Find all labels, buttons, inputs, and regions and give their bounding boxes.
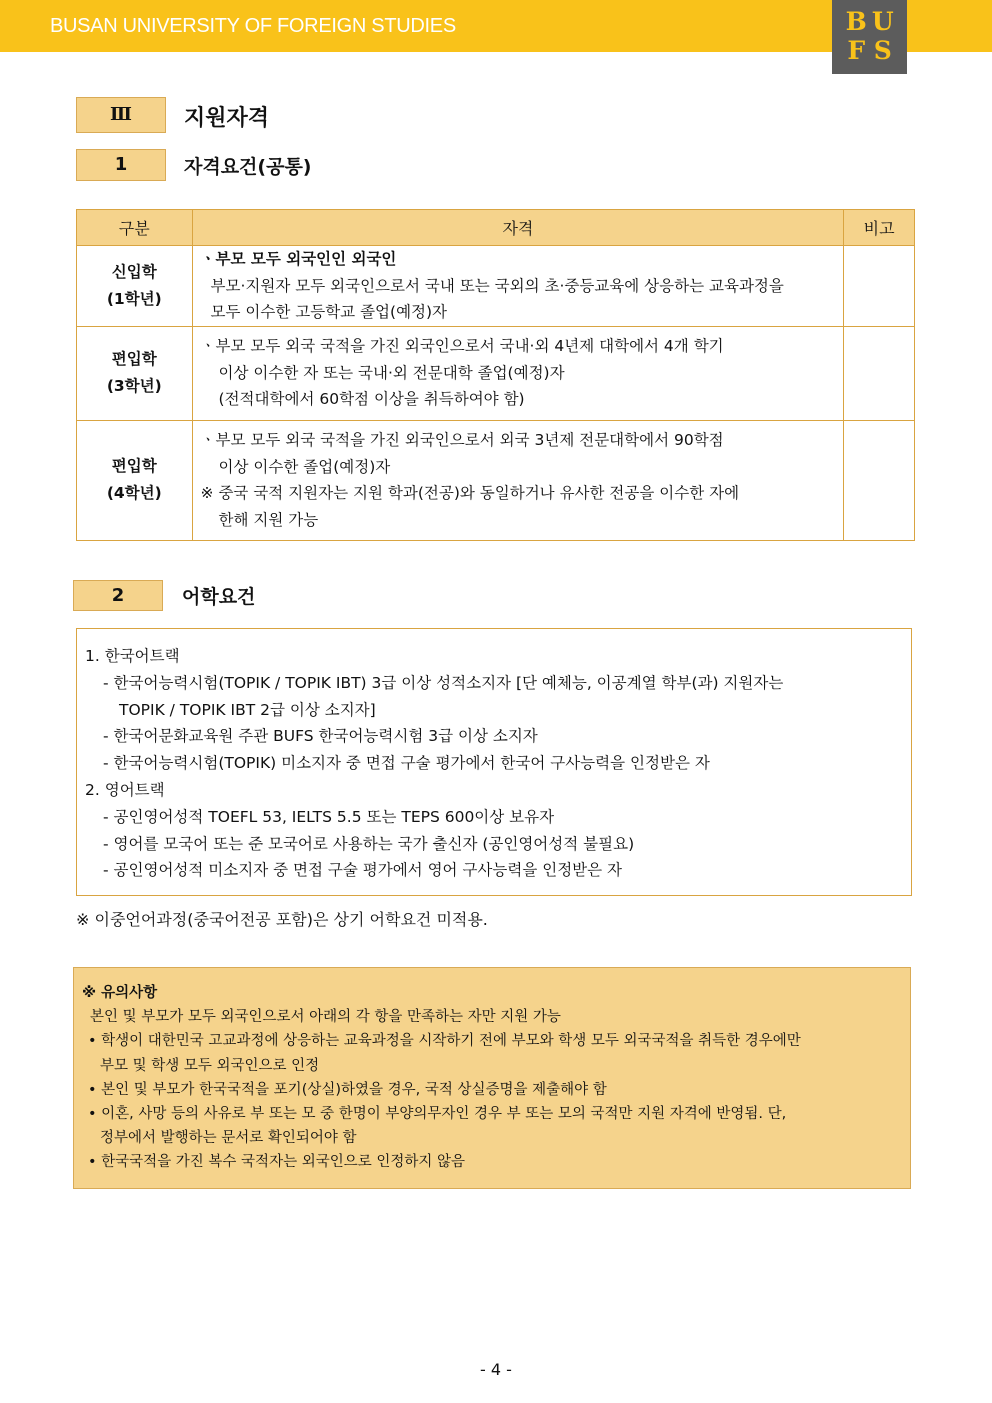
logo-letter: U — [871, 7, 894, 36]
notice-intro: 본인 및 부모가 모두 외국인으로서 아래의 각 항을 만족하는 자만 지원 가능 — [90, 1009, 561, 1026]
notice-item: • 본인 및 부모가 한국국적을 포기(상실)하였을 경우, 국적 상실증명을 제출해야 함 — [88, 1081, 607, 1098]
remarks-cell — [844, 246, 915, 327]
subsection-number-box: 1 — [76, 149, 166, 181]
category-grade: (4학년) — [106, 484, 162, 502]
requirement-item: - 영어를 모국어 또는 준 모국어로 사용하는 국가 출신자 (공인영어성적 불필요) — [103, 834, 635, 853]
qualification-line: ㆍ부모 모두 외국 국적을 가진 외국인으로서 국내·외 4년제 대학에서 4개 학기 — [200, 337, 724, 356]
requirement-item: - 한국어능력시험(TOPIK / TOPIK IBT) 3급 이상 성적소지자 [단 예체능, 이공계열 학부(과) 지원자는 — [103, 673, 784, 692]
qualification-cell — [192, 246, 844, 327]
notice-item-continued: 정부에서 발행하는 문서로 확인되어야 함 — [100, 1130, 357, 1147]
university-name: BUSAN UNIVERSITY OF FOREIGN STUDIES — [50, 15, 456, 37]
requirement-item-continued: TOPIK / TOPIK IBT 2급 이상 소지자] — [119, 700, 376, 719]
logo-letter: S — [873, 36, 892, 65]
category-cell — [77, 326, 193, 420]
table-row — [77, 326, 915, 420]
qualification-line: 부모·지원자 모두 외국인으로서 국내 또는 국외의 초·중등교육에 상응하는 교육과정을 — [210, 276, 784, 295]
track-heading: 1. 한국어트랙 — [85, 647, 180, 665]
notice-item-continued: 부모 및 학생 모두 외국인으로 인정 — [100, 1057, 320, 1074]
logo-letter: B — [845, 7, 867, 36]
language-footnote: ※ 이중언어과정(중국어전공 포함)은 상기 어학요건 미적용. — [76, 910, 488, 929]
subsection-title: 어학요건 — [182, 586, 256, 608]
notice-item: • 학생이 대한민국 고교과정에 상응하는 교육과정을 시작하기 전에 부모와 학생 모두 외국국적을 취득한 경우에만 — [88, 1033, 801, 1050]
table-row — [77, 420, 915, 540]
qualification-line: ※ 중국 국적 지원자는 지원 학과(전공)와 동일하거나 유사한 전공을 이수한 자에 — [200, 484, 740, 502]
requirement-item: - 한국어문화교육원 주관 BUFS 한국어능력시험 3급 이상 소지자 — [103, 727, 538, 746]
requirement-item: - 한국어능력시험(TOPIK) 미소지자 중 면접 구술 평가에서 한국어 구사능력을 인정받은 자 — [103, 754, 710, 773]
header-qualification: 자격 — [192, 210, 844, 246]
qualification-line: 이상 이수한 자 또는 국내·외 전문대학 졸업(예정)자 — [218, 363, 565, 382]
page-number: - 4 - — [480, 1360, 512, 1379]
category-label: 편입학 — [111, 457, 157, 475]
category-grade: (1학년) — [106, 289, 162, 308]
notice-item: • 이혼, 사망 등의 사유로 부 또는 모 중 한명이 부양의무자인 경우 부 또는 모의 국적만 지원 자격에 반영됨. 단, — [88, 1106, 787, 1123]
logo-letter: F — [847, 36, 866, 65]
table-row — [77, 246, 915, 327]
section-title: 지원자격 — [184, 106, 270, 131]
section-number-box: Ⅲ — [76, 97, 166, 133]
qualification-line: 한해 지원 가능 — [218, 510, 319, 529]
category-label: 신입학 — [111, 262, 157, 281]
qualification-line: ㆍ부모 모두 외국인인 외국인 — [200, 250, 397, 268]
notice-title: ※ 유의사항 — [82, 985, 158, 1001]
qualification-line: 이상 이수한 졸업(예정)자 — [218, 457, 391, 476]
qualification-cell — [192, 420, 844, 540]
table-header-row — [77, 210, 915, 246]
qualification-line: (전적대학에서 60학점 이상을 취득하여야 함) — [218, 390, 525, 409]
track-heading: 2. 영어트랙 — [85, 780, 165, 799]
subsection-number-box: 2 — [73, 580, 163, 611]
bufs-logo — [832, 0, 907, 74]
qualification-line: 모두 이수한 고등학교 졸업(예정)자 — [210, 303, 448, 321]
header-category: 구분 — [77, 210, 193, 246]
notice-box — [73, 967, 911, 1189]
qualification-line: ㆍ부모 모두 외국 국적을 가진 외국인으로서 외국 3년제 전문대학에서 90학점 — [200, 431, 724, 449]
category-cell — [77, 420, 193, 540]
qualification-table — [76, 209, 915, 541]
requirement-item: - 공인영어성적 미소지자 중 면접 구술 평가에서 영어 구사능력을 인정받은 자 — [103, 861, 623, 880]
qualification-cell — [192, 326, 844, 420]
remarks-cell — [844, 420, 915, 540]
notice-item: • 한국국적을 가진 복수 국적자는 외국인으로 인정하지 않음 — [88, 1154, 465, 1171]
header-remarks: 비고 — [844, 210, 915, 246]
category-label: 편입학 — [111, 350, 157, 368]
subsection-title: 자격요건(공통) — [184, 156, 312, 178]
requirement-item: - 공인영어성적 TOEFL 53, IELTS 5.5 또는 TEPS 600이상 보유자 — [103, 807, 555, 826]
remarks-cell — [844, 326, 915, 420]
category-grade: (3학년) — [106, 377, 162, 395]
category-cell — [77, 246, 193, 327]
language-requirements-box — [76, 628, 912, 896]
